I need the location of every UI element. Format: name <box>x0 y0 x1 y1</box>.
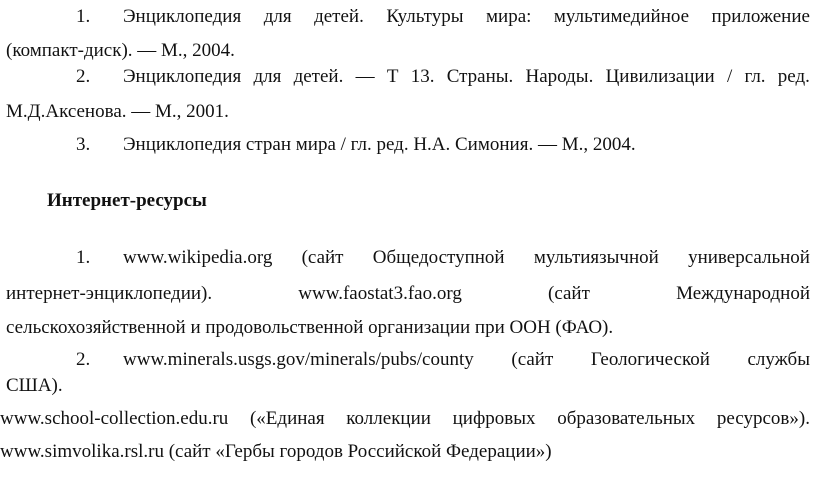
word: мультимедийное <box>553 6 690 27</box>
word: Т <box>386 66 399 87</box>
list-number: 2. <box>76 66 91 87</box>
word: мира: <box>486 6 532 27</box>
word: для <box>253 66 282 87</box>
word: службы <box>747 349 810 370</box>
word: www.faostat3.fao.org <box>298 283 462 304</box>
bib-item-3-line-1: Энциклопедия стран мира / гл. ред. Н.А. Симония. — М., 2004. <box>123 134 636 155</box>
word: Народы. <box>525 66 594 87</box>
word: цифровых <box>452 408 536 429</box>
word: — <box>355 66 375 87</box>
word: универсальной <box>688 247 810 268</box>
word: Страны. <box>446 66 514 87</box>
word: для <box>263 6 292 27</box>
internet-extra-2: www.simvolika.rsl.ru (сайт «Гербы городов Российской Федерации») <box>0 441 552 462</box>
list-number: 1. <box>76 6 91 27</box>
word: (сайт <box>301 247 344 268</box>
word: www.minerals.usgs.gov/minerals/pubs/county <box>123 349 474 370</box>
word: Энциклопедия <box>123 66 242 87</box>
word: / <box>726 66 733 87</box>
internet-extra-1 <box>0 401 810 436</box>
word: («Единая <box>249 408 325 429</box>
word: ред. <box>777 66 810 87</box>
bib-item-1-line-1 <box>123 0 810 34</box>
word: ресурсов»). <box>716 408 810 429</box>
list-number: 2. <box>76 349 91 370</box>
bib-item-2-line-2: М.Д.Аксенова. — М., 2001. <box>6 101 229 122</box>
word: мультиязычной <box>533 247 659 268</box>
word: www.school-collection.edu.ru <box>0 408 229 429</box>
word: коллекции <box>346 408 431 429</box>
word: (сайт <box>511 349 554 370</box>
internet-item-2-line-2: США). <box>6 375 63 396</box>
word: Цивилизации <box>605 66 715 87</box>
bib-item-1-line-2: (компакт-диск). — М., 2004. <box>6 40 235 61</box>
word: детей. <box>314 6 364 27</box>
word: интернет-энциклопедии). <box>6 283 213 304</box>
list-number: 3. <box>76 134 91 155</box>
word: www.wikipedia.org <box>123 247 273 268</box>
word: Геологической <box>590 349 710 370</box>
word: образовательных <box>557 408 696 429</box>
word: приложение <box>711 6 810 27</box>
word: гл. <box>744 66 766 87</box>
internet-item-1-line-3: сельскохозяйственной и продовольственной организации при ООН (ФАО). <box>6 317 614 338</box>
list-number: 1. <box>76 247 91 268</box>
section-heading: Интернет-ресурсы <box>47 190 207 211</box>
internet-item-1-line-2 <box>6 276 810 311</box>
word: 13. <box>410 66 435 87</box>
word: детей. <box>293 66 344 87</box>
bib-item-2-line-1 <box>123 59 810 94</box>
word: Общедоступной <box>372 247 505 268</box>
word: Культуры <box>386 6 464 27</box>
word: Международной <box>676 283 810 304</box>
word: (сайт <box>548 283 590 304</box>
word: Энциклопедия <box>123 6 242 27</box>
internet-item-2-line-1 <box>123 342 810 377</box>
internet-item-1-line-1 <box>123 240 810 275</box>
